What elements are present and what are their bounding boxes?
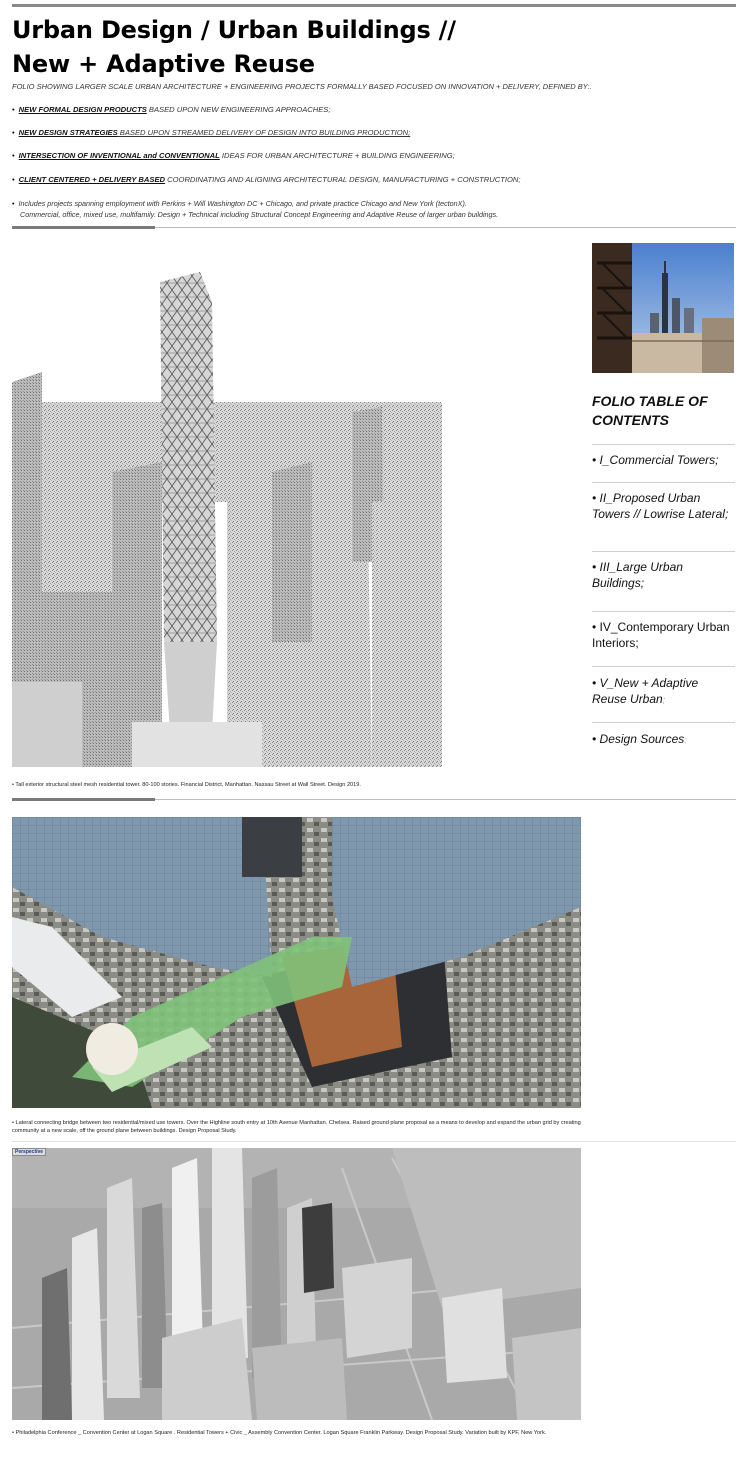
bullet-text: BASED UPON NEW ENGINEERING APPROACHES; bbox=[146, 105, 331, 114]
bullet-lead: NEW DESIGN STRATEGIES bbox=[18, 128, 118, 137]
tower-caption-text: Tall exterior structural steel mesh residential tower. 80-100 stories. Financial District, Manhattan. Nassau Street at Wall Street. Design 2019. bbox=[15, 782, 361, 788]
toc-divider bbox=[592, 611, 735, 612]
section-divider bbox=[12, 1141, 736, 1142]
toc-divider bbox=[592, 482, 735, 483]
toc-item-suffix: ; bbox=[684, 735, 687, 745]
toc-item-label: III_Large Urban Buildings; bbox=[592, 560, 683, 590]
philadelphia-model-image bbox=[12, 1148, 581, 1420]
toc-item[interactable]: • V_New + Adaptive Reuse Urban; bbox=[592, 676, 699, 706]
section-divider bbox=[12, 799, 736, 800]
page-subtitle: FOLIO SHOWING LARGER SCALE URBAN ARCHITECTURE + ENGINEERING PROJECTS FORMALLY BASED FOCUSED ON INNOVATION + DELIVERY, DEFINED BY:. bbox=[12, 82, 592, 91]
toc-divider bbox=[592, 551, 735, 552]
bullet-lead: NEW FORMAL DESIGN PRODUCTS bbox=[18, 105, 147, 114]
bullet-text: Commercial, office, mixed use, multifamily. Design + Technical including Structural Concept Engineering and Adaptive Reuse of larger urban buildings. bbox=[20, 210, 499, 219]
toc-item[interactable]: • III_Large Urban Buildings; bbox=[592, 560, 683, 590]
toc-divider bbox=[592, 722, 735, 723]
toc-item-suffix: ; bbox=[715, 453, 719, 467]
toc-item-label: Design Sources bbox=[599, 732, 685, 746]
tower-rendering-image bbox=[12, 262, 442, 767]
toc-item-label: II_Proposed Urban Towers // Lowrise Lateral; bbox=[592, 491, 729, 521]
viewport-label-text: Perspective bbox=[15, 1149, 44, 1155]
toc-item[interactable]: • IV_Contemporary Urban Interiors; bbox=[592, 620, 730, 650]
toc-item[interactable]: • Design Sources; bbox=[592, 732, 687, 746]
viewport-label bbox=[12, 1148, 46, 1156]
bullet-item: • INTERSECTION OF INVENTIONAL and CONVENTIONAL IDEAS FOR URBAN ARCHITECTURE + BUILDING ENGINEERING; bbox=[12, 151, 455, 160]
bullet-text: BASED UPON STREAMED DELIVERY OF DESIGN INTO BUILDING PRODUCTION; bbox=[117, 128, 411, 137]
toc-divider bbox=[592, 444, 735, 445]
tower-caption: • Tall exterior structural steel mesh residential tower. 80-100 stories. Financial District, Manhattan. Nassau Street at Wall Street. Design 2019. bbox=[12, 782, 361, 788]
bullet-item: • NEW FORMAL DESIGN PRODUCTS BASED UPON NEW ENGINEERING APPROACHES; bbox=[12, 105, 331, 114]
bullet-lead: CLIENT CENTERED + DELIVERY BASED bbox=[18, 175, 166, 184]
philadelphia-caption-text: Philadelphia Conference _ Convention Center at Logan Square . Residential Towers + Civic _ Assembly Convention Center. Logan Square Franklin Parkway. Design Proposal Study. Variation built by KPF, New York. bbox=[15, 1430, 547, 1436]
toc-title: FOLIO TABLE OF CONTENTS bbox=[592, 393, 708, 428]
section-divider bbox=[12, 227, 736, 228]
bullet-lead: INTERSECTION OF INVENTIONAL and CONVENTIONAL bbox=[18, 151, 220, 160]
chicago-skyline-photo bbox=[592, 243, 734, 373]
toc-item-label: V_New + Adaptive Reuse Urban bbox=[592, 676, 699, 706]
toc-item-label: IV_Contemporary Urban Interiors; bbox=[592, 620, 730, 650]
philadelphia-caption: • Philadelphia Conference _ Convention Center at Logan Square . Residential Towers + Civic _ Assembly Convention Center. Logan Square Franklin Parkway. Design Proposal Study. Variation built by KPF, New York. bbox=[12, 1430, 547, 1436]
toc-item-label: I_Commercial Towers bbox=[599, 453, 716, 467]
bullet-text: Includes projects spanning employment with Perkins + Will Washington DC + Chicago, and private practice Chicago and New York (tectonX). bbox=[18, 199, 467, 208]
bullet-text: COORDINATING AND ALIGNING ARCHITECTURAL DESIGN, MANUFACTURING + CONSTRUCTION; bbox=[165, 175, 521, 184]
bridge-caption: • Lateral connecting bridge between two residential/mixed use towers. Over the Highline south entry at 10th Avenue Manhattan. Chelsea. Raised ground plane proposal as a means to develop and expand the urban grid by creating community at a new scale, off the ground plane between buildings. Design Proposal Study. bbox=[12, 1120, 581, 1134]
toc-item-suffix: ; bbox=[662, 695, 666, 705]
bullet-item: • NEW DESIGN STRATEGIES BASED UPON STREAMED DELIVERY OF DESIGN INTO BUILDING PRODUCTION; bbox=[12, 128, 411, 137]
toc-item[interactable]: • II_Proposed Urban Towers // Lowrise Lateral; bbox=[592, 491, 729, 521]
bullet-item: • Includes projects spanning employment with Perkins + Will Washington DC + Chicago, and private practice Chicago and New York (tectonX). Commercial, office, mixed use, multifamily. Design + Technical including Structural Concept Engineering and Adaptive Reuse of larger urban buildings. bbox=[12, 199, 499, 219]
bridge-aerial-image bbox=[12, 817, 581, 1108]
toc-divider bbox=[592, 666, 735, 667]
bridge-caption-text: Lateral connecting bridge between two residential/mixed use towers. Over the Highline south entry at 10th Avenue Manhattan. Chelsea. Raised ground plane proposal as a means to develop and expand the urban grid by creating community at a new scale, off the ground plane between buildings. Design Proposal Study. bbox=[12, 1120, 581, 1134]
toc-item[interactable]: • I_Commercial Towers; bbox=[592, 453, 719, 467]
top-rule bbox=[12, 4, 736, 7]
bullet-text: IDEAS FOR URBAN ARCHITECTURE + BUILDING ENGINEERING; bbox=[219, 151, 455, 160]
page-title-line-1: Urban Design / Urban Buildings // bbox=[12, 16, 456, 44]
bullet-item: • CLIENT CENTERED + DELIVERY BASED COORDINATING AND ALIGNING ARCHITECTURAL DESIGN, MANUFACTURING + CONSTRUCTION; bbox=[12, 175, 521, 184]
page-title-line-2: New + Adaptive Reuse bbox=[12, 50, 315, 78]
